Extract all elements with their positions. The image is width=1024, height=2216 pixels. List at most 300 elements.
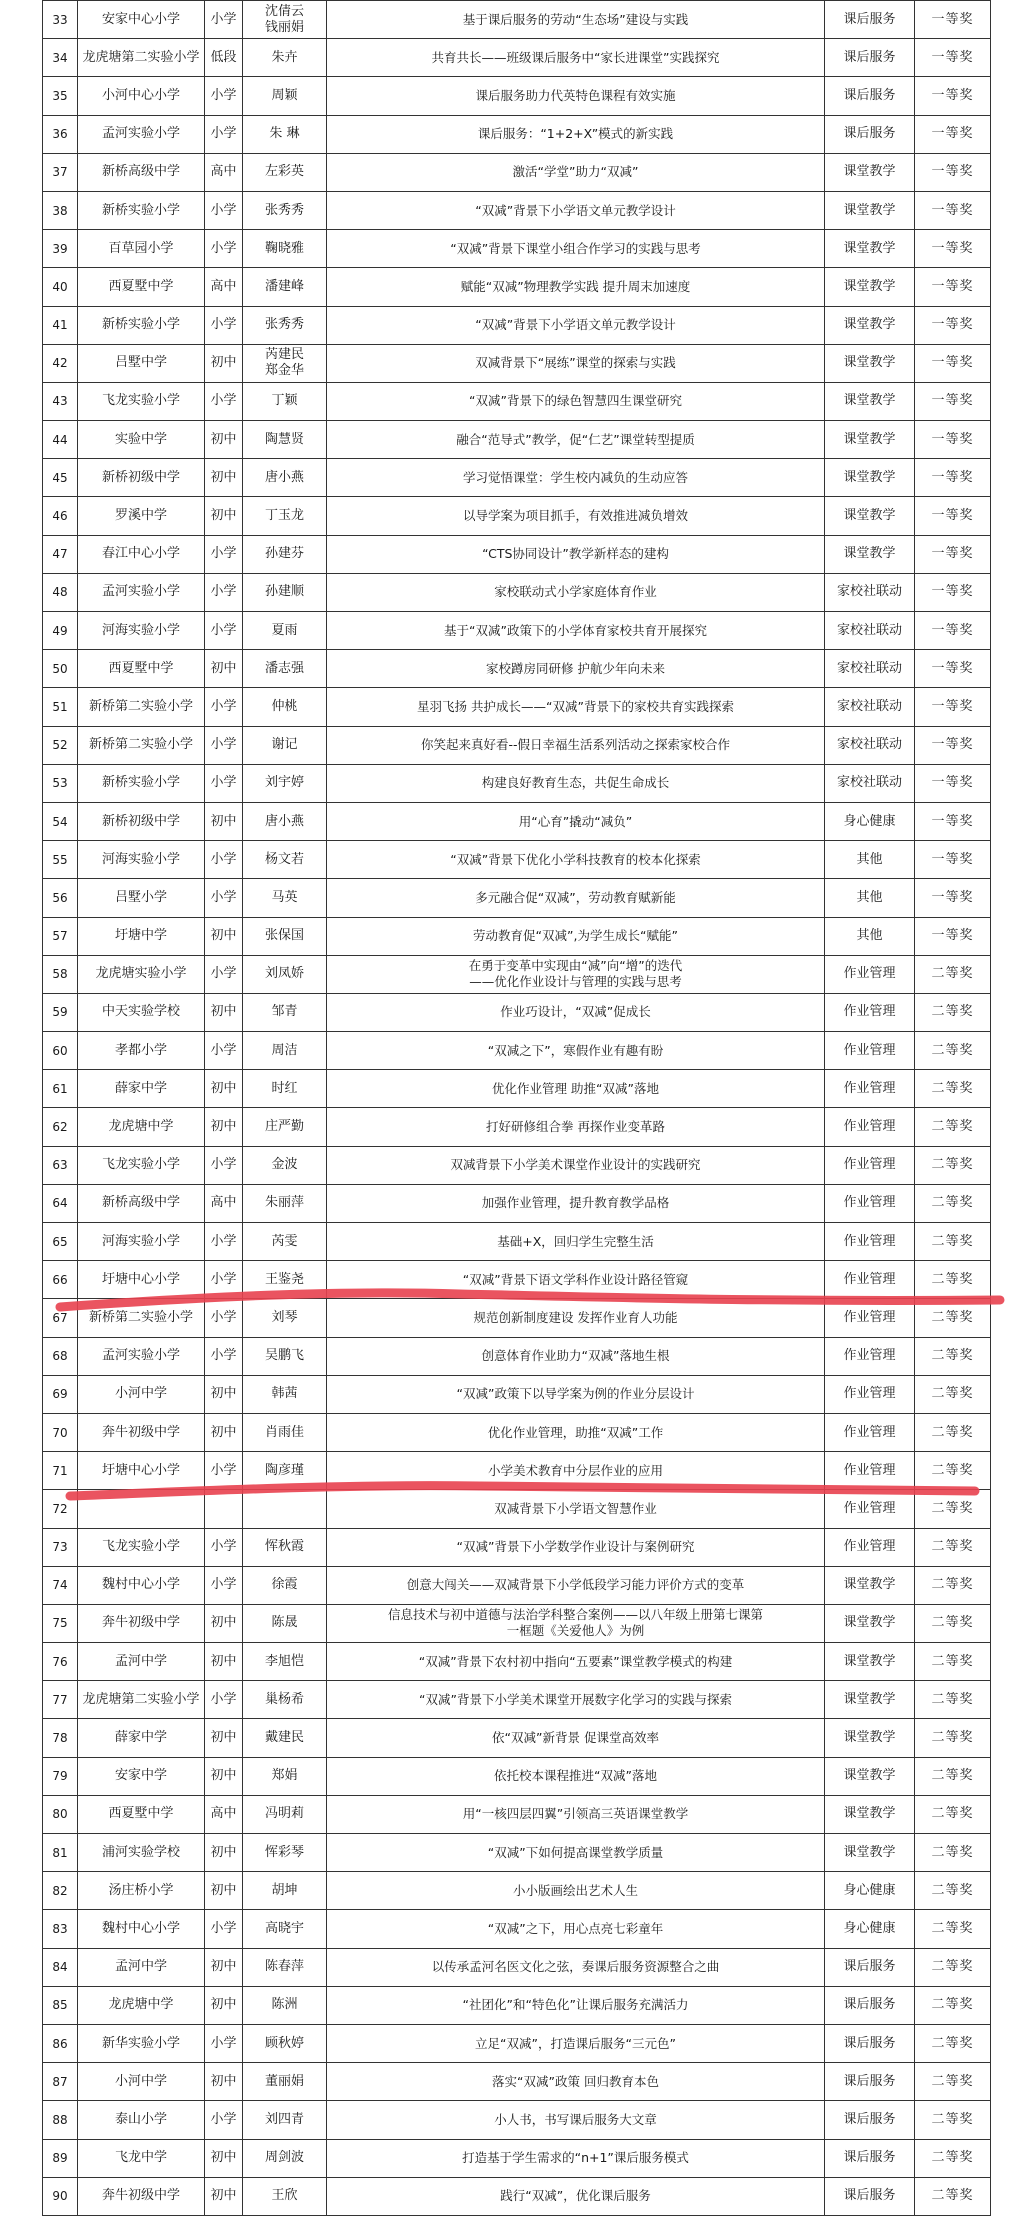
author-names-line: 吴鹏飞 <box>264 1348 304 1364</box>
table-row <box>43 2177 991 2215</box>
paper-title <box>327 917 825 955</box>
school-name: 龙虎塘第二实验小学 <box>78 39 205 77</box>
author-names-line: 张秀秀 <box>264 202 304 218</box>
author-names <box>243 1643 327 1681</box>
school-name: 魏村中心小学 <box>78 1910 205 1948</box>
author-names-line: 钱丽娟 <box>264 19 304 35</box>
table-row <box>43 344 991 382</box>
paper-title-line: “CTS协同设计”教学新样态的建构 <box>482 546 669 562</box>
author-names <box>243 993 327 1031</box>
row-number: 88 <box>43 2101 78 2139</box>
award-level: 一等奖 <box>915 153 991 191</box>
award-level: 二等奖 <box>915 1375 991 1413</box>
category: 课堂教学 <box>825 344 915 382</box>
author-names <box>243 1337 327 1375</box>
school-name: 圩塘中心小学 <box>78 1261 205 1299</box>
category: 其他 <box>825 917 915 955</box>
table-row <box>43 230 991 268</box>
school-name: 孟河中学 <box>78 1643 205 1681</box>
paper-title <box>327 191 825 229</box>
author-names <box>243 1452 327 1490</box>
row-number: 76 <box>43 1643 78 1681</box>
row-number: 46 <box>43 497 78 535</box>
school-name: 新桥初级中学 <box>78 459 205 497</box>
table-row <box>43 1 991 39</box>
school-name: 龙虎塘中学 <box>78 1108 205 1146</box>
paper-title <box>327 993 825 1031</box>
paper-title-line: “双减”背景下的绿色智慧四生课堂研究 <box>469 393 682 409</box>
paper-title <box>327 1757 825 1795</box>
table-row <box>43 497 991 535</box>
school-name: 奔牛初级中学 <box>78 1413 205 1451</box>
author-names-line: 李旭恺 <box>264 1653 304 1669</box>
school-level: 小学 <box>205 382 243 420</box>
award-level: 二等奖 <box>915 2177 991 2215</box>
category: 课堂教学 <box>825 382 915 420</box>
award-level: 一等奖 <box>915 535 991 573</box>
category: 作业管理 <box>825 1032 915 1070</box>
paper-title-line: 依“双减”新背景 促课堂高效率 <box>492 1730 659 1746</box>
paper-title <box>327 1566 825 1604</box>
row-number: 82 <box>43 1872 78 1910</box>
author-names <box>243 841 327 879</box>
row-number: 47 <box>43 535 78 573</box>
paper-title <box>327 115 825 153</box>
paper-title <box>327 612 825 650</box>
author-names <box>243 1261 327 1299</box>
school-level: 小学 <box>205 1528 243 1566</box>
award-level: 一等奖 <box>915 39 991 77</box>
author-names-line: 王欣 <box>271 2188 298 2204</box>
row-number: 60 <box>43 1032 78 1070</box>
school-name: 新桥初级中学 <box>78 802 205 840</box>
table-row <box>43 1490 991 1528</box>
row-number: 43 <box>43 382 78 420</box>
paper-title <box>327 1795 825 1833</box>
paper-title <box>327 153 825 191</box>
paper-title <box>327 497 825 535</box>
award-level: 二等奖 <box>915 1910 991 1948</box>
table-row <box>43 1337 991 1375</box>
school-level: 小学 <box>205 841 243 879</box>
row-number: 59 <box>43 993 78 1031</box>
paper-title <box>327 1375 825 1413</box>
paper-title <box>327 459 825 497</box>
category: 家校社联动 <box>825 726 915 764</box>
table-row <box>43 191 991 229</box>
school-level: 初中 <box>205 993 243 1031</box>
award-level: 二等奖 <box>915 1261 991 1299</box>
award-level: 二等奖 <box>915 1184 991 1222</box>
row-number: 48 <box>43 573 78 611</box>
paper-title-line: 以传承孟河名医文化之弦，奏课后服务资源整合之曲 <box>431 1959 720 1975</box>
school-name: 河海实验小学 <box>78 1223 205 1261</box>
paper-title <box>327 421 825 459</box>
table-row <box>43 1757 991 1795</box>
author-names <box>243 1 327 39</box>
table-row <box>43 573 991 611</box>
paper-title-line: 劳动教育促“双减”,为学生成长“赋能” <box>473 928 678 944</box>
school-level: 初中 <box>205 2063 243 2101</box>
school-level: 初中 <box>205 459 243 497</box>
school-name: 龙虎塘中学 <box>78 1986 205 2024</box>
paper-title-line: 践行“双减”，优化课后服务 <box>500 2188 651 2204</box>
award-level: 二等奖 <box>915 1872 991 1910</box>
author-names-line: 马英 <box>271 889 298 905</box>
author-names <box>243 573 327 611</box>
category: 课后服务 <box>825 2024 915 2062</box>
category: 身心健康 <box>825 1910 915 1948</box>
author-names <box>243 344 327 382</box>
category: 家校社联动 <box>825 764 915 802</box>
row-number: 67 <box>43 1299 78 1337</box>
paper-title-line: “双减”背景下优化小学科技教育的校本化探索 <box>450 851 701 867</box>
table-row <box>43 1948 991 1986</box>
category: 作业管理 <box>825 1337 915 1375</box>
row-number: 57 <box>43 917 78 955</box>
paper-title-line: 作业巧设计，“双减”促成长 <box>500 1004 651 1020</box>
paper-title <box>327 1299 825 1337</box>
award-level: 一等奖 <box>915 650 991 688</box>
author-names-line: 徐霞 <box>271 1577 298 1593</box>
paper-title <box>327 39 825 77</box>
school-name: 西夏墅中学 <box>78 650 205 688</box>
paper-title-line: 加强作业管理，提升教育教学品格 <box>481 1195 670 1211</box>
author-names-line: 刘宇婷 <box>264 775 304 791</box>
row-number: 79 <box>43 1757 78 1795</box>
row-number: 72 <box>43 1490 78 1528</box>
school-name: 孟河实验小学 <box>78 1337 205 1375</box>
paper-title-line: 共育共长——班级课后服务中“家长进课堂”实践探究 <box>431 49 720 65</box>
school-name: 河海实验小学 <box>78 841 205 879</box>
author-names-line: 顾秋婷 <box>264 2035 304 2051</box>
row-number: 33 <box>43 1 78 39</box>
paper-title-line: 用“心育”撬动“减负” <box>518 813 633 829</box>
author-names <box>243 2139 327 2177</box>
category: 课后服务 <box>825 2177 915 2215</box>
author-names-line: 仲桃 <box>271 698 298 714</box>
category: 家校社联动 <box>825 612 915 650</box>
table-row <box>43 1604 991 1642</box>
paper-title-line: 星羽飞扬 共护成长——“双减”背景下的家校共育实践探索 <box>417 698 734 714</box>
author-names-line: 鞠晓雅 <box>264 240 304 256</box>
award-level: 二等奖 <box>915 1719 991 1757</box>
award-level: 一等奖 <box>915 306 991 344</box>
author-names <box>243 1986 327 2024</box>
paper-title-line: “双减”背景下农村初中指向“五要素”课堂教学模式的构建 <box>418 1653 733 1669</box>
author-names <box>243 1834 327 1872</box>
paper-title <box>327 1910 825 1948</box>
author-names <box>243 2024 327 2062</box>
category: 家校社联动 <box>825 650 915 688</box>
table-row <box>43 1986 991 2024</box>
paper-title-line: 课后服务助力代英特色课程有效实施 <box>475 87 676 103</box>
table-row <box>43 1375 991 1413</box>
category: 课堂教学 <box>825 306 915 344</box>
author-names <box>243 1757 327 1795</box>
school-name: 百草园小学 <box>78 230 205 268</box>
table-row <box>43 841 991 879</box>
paper-title-line: 小人书，书写课后服务大文章 <box>494 2111 657 2127</box>
paper-title-line: 你笑起来真好看--假日幸福生活系列活动之探索家校合作 <box>420 737 731 753</box>
row-number: 41 <box>43 306 78 344</box>
category: 课后服务 <box>825 1 915 39</box>
row-number: 35 <box>43 77 78 115</box>
paper-title-line: 课后服务：“1+2+X”模式的新实践 <box>477 126 674 142</box>
paper-title-line: “双减之下”，寒假作业有趣有盼 <box>487 1042 664 1058</box>
award-level: 一等奖 <box>915 115 991 153</box>
author-names <box>243 1184 327 1222</box>
author-names-line: 芮建民 <box>264 347 304 363</box>
school-level: 初中 <box>205 1948 243 1986</box>
category: 课堂教学 <box>825 1757 915 1795</box>
table-row <box>43 306 991 344</box>
author-names <box>243 1032 327 1070</box>
row-number: 56 <box>43 879 78 917</box>
category: 作业管理 <box>825 1108 915 1146</box>
author-names-line: 潘建峰 <box>264 278 304 294</box>
row-number: 83 <box>43 1910 78 1948</box>
author-names <box>243 1070 327 1108</box>
author-names <box>243 1872 327 1910</box>
school-name: 新桥实验小学 <box>78 764 205 802</box>
school-name: 孟河中学 <box>78 1948 205 1986</box>
author-names <box>243 1375 327 1413</box>
table-row <box>43 726 991 764</box>
row-number: 42 <box>43 344 78 382</box>
award-level: 二等奖 <box>915 1223 991 1261</box>
award-level: 二等奖 <box>915 1146 991 1184</box>
paper-title-line: “双减”政策下以导学案为例的作业分层设计 <box>456 1386 695 1402</box>
school-level: 小学 <box>205 2101 243 2139</box>
author-names-line: 巢杨希 <box>264 1691 304 1707</box>
award-level: 一等奖 <box>915 382 991 420</box>
paper-title-line: 依托校本课程推进“双减”落地 <box>494 1768 657 1784</box>
award-level: 二等奖 <box>915 1070 991 1108</box>
school-name: 新桥实验小学 <box>78 306 205 344</box>
paper-title-line: “双减”背景下语文学科作业设计路径管窥 <box>462 1271 689 1287</box>
row-number: 61 <box>43 1070 78 1108</box>
author-names-line: 周洁 <box>271 1042 298 1058</box>
row-number: 74 <box>43 1566 78 1604</box>
category: 课堂教学 <box>825 1834 915 1872</box>
table-row <box>43 421 991 459</box>
row-number: 55 <box>43 841 78 879</box>
award-level: 二等奖 <box>915 993 991 1031</box>
author-names <box>243 230 327 268</box>
school-level: 初中 <box>205 1757 243 1795</box>
table-row <box>43 1795 991 1833</box>
category: 作业管理 <box>825 1299 915 1337</box>
paper-title-line: 打造基于学生需求的“n+1”课后服务模式 <box>462 2150 689 2166</box>
school-name: 新桥第二实验小学 <box>78 688 205 726</box>
award-level: 一等奖 <box>915 421 991 459</box>
paper-title <box>327 1681 825 1719</box>
paper-title <box>327 726 825 764</box>
paper-title-line: 学习觉悟课堂：学生校内减负的生动应答 <box>462 469 688 485</box>
school-name: 新桥实验小学 <box>78 191 205 229</box>
award-level: 二等奖 <box>915 1948 991 1986</box>
category: 作业管理 <box>825 993 915 1031</box>
author-names-line: 左彩英 <box>264 164 304 180</box>
school-level: 初中 <box>205 650 243 688</box>
author-names <box>243 879 327 917</box>
category: 其他 <box>825 879 915 917</box>
table-row <box>43 1184 991 1222</box>
author-names <box>243 306 327 344</box>
table-row <box>43 1872 991 1910</box>
author-names-line: 刘凤娇 <box>264 966 304 982</box>
row-number: 84 <box>43 1948 78 1986</box>
author-names-line: 王鉴尧 <box>264 1271 304 1287</box>
row-number: 45 <box>43 459 78 497</box>
paper-title <box>327 2063 825 2101</box>
author-names <box>243 1146 327 1184</box>
category: 课后服务 <box>825 1948 915 1986</box>
author-names-line: 刘琴 <box>271 1309 298 1325</box>
author-names <box>243 1490 327 1528</box>
award-level: 一等奖 <box>915 230 991 268</box>
award-level: 一等奖 <box>915 191 991 229</box>
table-row <box>43 153 991 191</box>
table-row <box>43 459 991 497</box>
paper-title <box>327 306 825 344</box>
category: 课后服务 <box>825 2063 915 2101</box>
author-names-line: 孙建顺 <box>264 584 304 600</box>
category: 家校社联动 <box>825 688 915 726</box>
author-names-line: 董丽娟 <box>264 2073 304 2089</box>
category: 作业管理 <box>825 1184 915 1222</box>
school-level: 小学 <box>205 115 243 153</box>
school-name: 春江中心小学 <box>78 535 205 573</box>
table-row <box>43 1223 991 1261</box>
school-level: 初中 <box>205 497 243 535</box>
school-name: 圩塘中心小学 <box>78 1452 205 1490</box>
paper-title-line: 双减背景下小学语文智慧作业 <box>494 1500 657 1516</box>
award-level: 一等奖 <box>915 344 991 382</box>
category: 课堂教学 <box>825 153 915 191</box>
category: 课堂教学 <box>825 268 915 306</box>
author-names <box>243 382 327 420</box>
paper-title-line: 创意大闯关——双减背景下小学低段学习能力评价方式的变革 <box>406 1577 745 1593</box>
author-names-line: 唐小燕 <box>264 469 304 485</box>
row-number: 40 <box>43 268 78 306</box>
author-names <box>243 688 327 726</box>
table-row <box>43 917 991 955</box>
paper-title-line: 一框题《关爱他人》为例 <box>506 1623 645 1639</box>
author-names <box>243 1719 327 1757</box>
row-number: 36 <box>43 115 78 153</box>
author-names-line: 朱卉 <box>271 49 298 65</box>
table-row <box>43 879 991 917</box>
school-level: 小学 <box>205 1566 243 1604</box>
author-names <box>243 612 327 650</box>
category: 课后服务 <box>825 2101 915 2139</box>
school-level: 低段 <box>205 39 243 77</box>
table-row <box>43 1719 991 1757</box>
paper-title-line: “双减”背景下小学语文单元教学设计 <box>475 202 676 218</box>
school-name: 小河中学 <box>78 2063 205 2101</box>
row-number: 87 <box>43 2063 78 2101</box>
row-number: 77 <box>43 1681 78 1719</box>
school-name: 奔牛初级中学 <box>78 1604 205 1642</box>
paper-title <box>327 77 825 115</box>
award-level: 二等奖 <box>915 1681 991 1719</box>
table-row <box>43 382 991 420</box>
school-level: 小学 <box>205 1032 243 1070</box>
category: 课堂教学 <box>825 1719 915 1757</box>
row-number: 37 <box>43 153 78 191</box>
table-row <box>43 1146 991 1184</box>
category: 作业管理 <box>825 1261 915 1299</box>
category: 课堂教学 <box>825 497 915 535</box>
paper-title <box>327 382 825 420</box>
paper-title <box>327 841 825 879</box>
row-number: 73 <box>43 1528 78 1566</box>
school-level: 小学 <box>205 230 243 268</box>
paper-title-line: 优化作业管理 助推“双减”落地 <box>492 1080 659 1096</box>
author-names-line: 朱丽萍 <box>264 1195 304 1211</box>
school-name: 新桥高级中学 <box>78 1184 205 1222</box>
table-row <box>43 115 991 153</box>
category: 作业管理 <box>825 1223 915 1261</box>
school-name: 薛家中学 <box>78 1070 205 1108</box>
award-level: 二等奖 <box>915 1108 991 1146</box>
author-names <box>243 421 327 459</box>
paper-title-line: “双减”背景下课堂小组合作学习的实践与思考 <box>450 240 701 256</box>
category: 课后服务 <box>825 39 915 77</box>
school-name: 魏村中心小学 <box>78 1566 205 1604</box>
school-level: 初中 <box>205 917 243 955</box>
school-name: 新华实验小学 <box>78 2024 205 2062</box>
category: 课堂教学 <box>825 459 915 497</box>
table-row <box>43 955 991 993</box>
paper-title <box>327 1604 825 1642</box>
table-row <box>43 1299 991 1337</box>
paper-title <box>327 230 825 268</box>
table-row <box>43 2063 991 2101</box>
school-level: 小学 <box>205 612 243 650</box>
paper-title <box>327 2024 825 2062</box>
paper-title <box>327 1146 825 1184</box>
table-row <box>43 1910 991 1948</box>
school-name: 孝都小学 <box>78 1032 205 1070</box>
paper-title <box>327 1 825 39</box>
author-names-line: 韩茜 <box>271 1386 298 1402</box>
author-names-line: 恽彩琴 <box>264 1844 304 1860</box>
paper-title-line: 打好研修组合拳 再探作业变革路 <box>486 1119 665 1135</box>
author-names-line: 邹青 <box>271 1004 298 1020</box>
paper-title-line: 在勇于变革中实现由“减”向“增”的迭代 <box>468 958 683 974</box>
table-row <box>43 535 991 573</box>
school-level: 小学 <box>205 1223 243 1261</box>
paper-title <box>327 1261 825 1299</box>
row-number: 81 <box>43 1834 78 1872</box>
table-row <box>43 1070 991 1108</box>
category: 作业管理 <box>825 1146 915 1184</box>
school-level: 小学 <box>205 573 243 611</box>
row-number: 85 <box>43 1986 78 2024</box>
school-level: 小学 <box>205 306 243 344</box>
school-name: 西夏墅中学 <box>78 1795 205 1833</box>
table-row <box>43 612 991 650</box>
author-names <box>243 77 327 115</box>
paper-title <box>327 955 825 993</box>
paper-title <box>327 1872 825 1910</box>
school-name: 西夏墅中学 <box>78 268 205 306</box>
author-names-line: 丁玉龙 <box>264 508 304 524</box>
paper-title <box>327 268 825 306</box>
